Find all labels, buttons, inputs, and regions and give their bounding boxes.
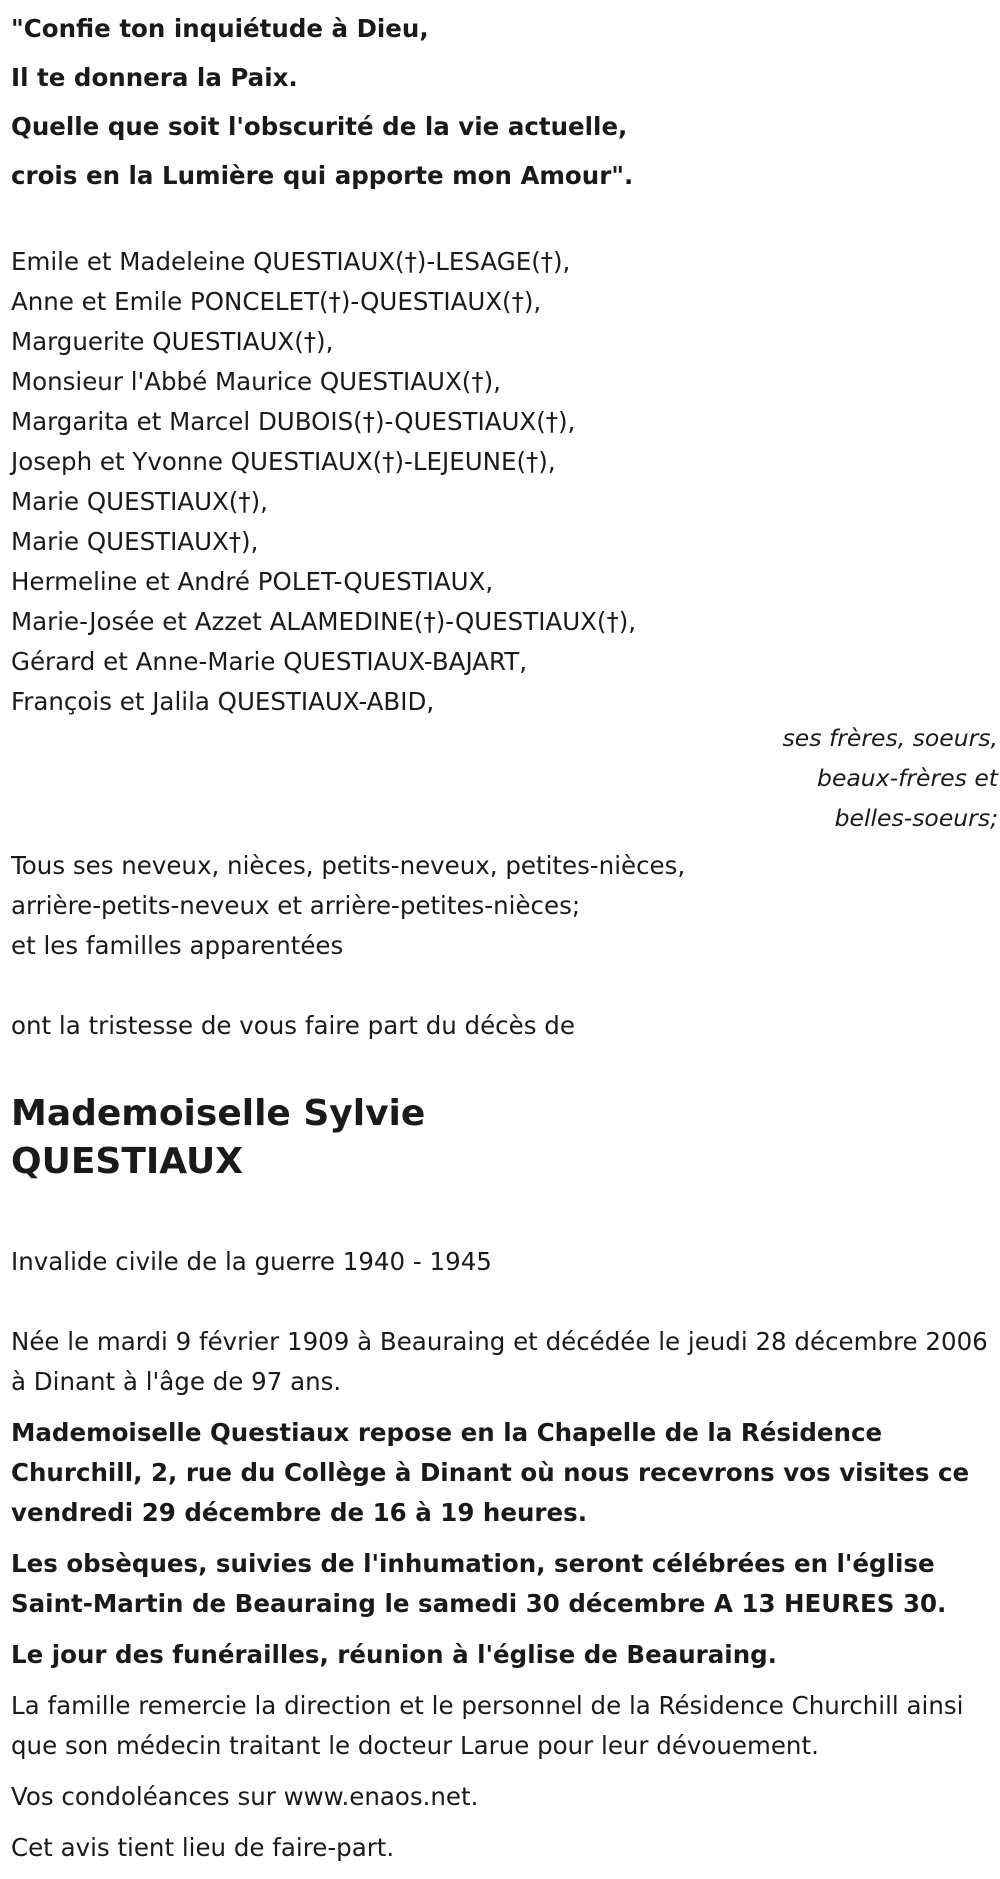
family-member: Marie-Josée et Azzet ALAMEDINE(†)-QUESTIAUX(†), <box>11 607 637 636</box>
deceased-name <box>11 1090 991 1186</box>
obituary-notice <box>11 0 998 1879</box>
deceased-surname: QUESTIAUX <box>11 1141 244 1182</box>
family-member: Margarita et Marcel DUBOIS(†)-QUESTIAUX(†), <box>11 407 576 436</box>
extended-family-line: et les familles apparentées <box>11 931 344 960</box>
family-member: Gérard et Anne-Marie QUESTIAUX-BAJART, <box>11 647 527 676</box>
family-member: Marie QUESTIAUX†), <box>11 527 259 556</box>
thanks-text: La famille remercie la direction et le personnel de la Résidence Churchill ainsi que son médecin traitant le docteur Larue pour leur dévouement. <box>11 1691 964 1760</box>
family-member: Anne et Emile PONCELET(†)-QUESTIAUX(†), <box>11 287 542 316</box>
deceased-title: Invalide civile de la guerre 1940 - 1945 <box>11 1247 492 1276</box>
extended-family <box>11 846 991 966</box>
notice-details <box>11 1322 991 1868</box>
announcement-intro: ont la tristesse de vous faire part du décès de <box>11 1011 575 1040</box>
birth-death-info: Née le mardi 9 février 1909 à Beauraing et décédée le jeudi 28 décembre 2006 à Dinant à l'âge de 97 ans. <box>11 1327 988 1396</box>
family-member: Marie QUESTIAUX(†), <box>11 487 268 516</box>
visitation-info: Mademoiselle Questiaux repose en la Chapelle de la Résidence Churchill, 2, rue du Collège à Dinant où nous recevrons vos visites ce vendredi 29 décembre de 16 à 19 heures. <box>11 1418 970 1527</box>
notice-text: Cet avis tient lieu de faire-part. <box>11 1833 395 1862</box>
verse-line: Il te donnera la Paix. <box>11 63 298 92</box>
family-relation <box>11 718 998 838</box>
family-member: Emile et Madeleine QUESTIAUX(†)-LESAGE(†), <box>11 247 571 276</box>
verse-line: Quelle que soit l'obscurité de la vie actuelle, <box>11 112 628 141</box>
extended-family-line: arrière-petits-neveux et arrière-petites-nièces; <box>11 891 581 920</box>
family-list <box>11 242 991 722</box>
verse-line: "Confie ton inquiétude à Dieu, <box>11 14 429 43</box>
relation-line: ses frères, soeurs, <box>782 724 998 752</box>
gathering-info: Le jour des funérailles, réunion à l'église de Beauraing. <box>11 1640 777 1669</box>
relation-line: beaux-frères et <box>817 764 998 792</box>
verse-line: crois en la Lumière qui apporte mon Amour". <box>11 161 634 190</box>
funeral-info: Les obsèques, suivies de l'inhumation, seront célébrées en l'église Saint-Martin de Beauraing le samedi 30 décembre A 13 HEURES 30. <box>11 1549 947 1618</box>
family-member: Marguerite QUESTIAUX(†), <box>11 327 334 356</box>
family-member: Monsieur l'Abbé Maurice QUESTIAUX(†), <box>11 367 501 396</box>
deceased-name-line: Mademoiselle Sylvie <box>11 1093 426 1134</box>
condolences-text: Vos condoléances sur www.enaos.net. <box>11 1782 479 1811</box>
family-member: François et Jalila QUESTIAUX-ABID, <box>11 687 435 716</box>
relation-line: belles-soeurs; <box>834 804 998 832</box>
family-member: Joseph et Yvonne QUESTIAUX(†)-LEJEUNE(†), <box>11 447 556 476</box>
extended-family-line: Tous ses neveux, nièces, petits-neveux, petites-nièces, <box>11 851 686 880</box>
family-member: Hermeline et André POLET-QUESTIAUX, <box>11 567 494 596</box>
verse-quote <box>11 0 991 200</box>
